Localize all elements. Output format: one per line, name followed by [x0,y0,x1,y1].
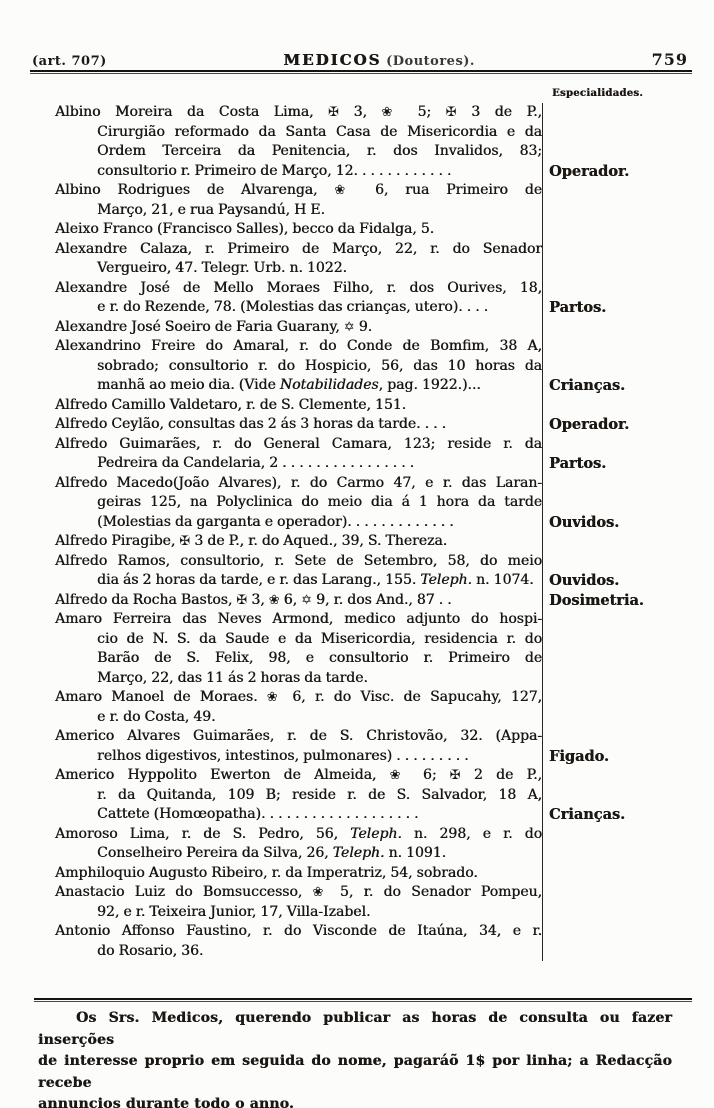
star-order-icon: ✡ [301,592,312,608]
rose-order-icon: ❀ [334,183,359,198]
entry-line: sobrado; consultorio r. do Hospicio, 56, das 10 horas da [97,357,542,374]
specialty-cell [542,591,690,611]
specialty-cell [542,220,690,240]
entry-text [55,883,542,922]
specialty-cell [542,610,690,688]
rose-order-icon: ❀ [268,592,280,608]
entry-text [55,474,542,533]
entry-line: Alfredo Ramos, consultorio, r. Sete de Setembro, 58, do meio [55,552,542,569]
entry-text [55,591,542,611]
directory-entry [55,396,690,416]
footer-note-line: de interesse proprio em seguida do nome, pagaráõ 1$ por linha; a Redacção recebe [38,1053,672,1091]
specialty-cell [542,279,690,318]
specialty-cell [542,552,690,591]
entry-line: Ordem Terceira da Penitencia, r. dos Invalidos, 83; [97,143,542,159]
specialty-cell [542,337,690,396]
specialty-cell [542,688,690,727]
specialty-cell [542,103,690,181]
entry-line: Alfredo Ceylão, consultas das 2 ás 3 horas da tarde. . . . [55,416,447,432]
directory-entry [55,279,690,318]
star-order-icon: ✡ [343,319,355,335]
directory-entry [55,883,690,922]
entry-line: Amphiloquio Augusto Ribeiro, r. da Imperatriz, 54, sobrado. [55,864,478,881]
directory-entry [55,220,690,240]
directory-entry [55,415,690,435]
entry-line: Alexandre José de Mello Moraes Filho, r. dos Ourives, 18, [55,279,542,296]
rose-order-icon: ❀ [312,885,330,900]
entry-line: Março, 22, das 11 ás 2 horas da tarde. [97,669,368,686]
entry-text [55,825,542,864]
directory-entry [55,766,690,825]
entry-line: cio de N. S. da Saude e da Misericordia, residencia r. do [97,630,542,647]
entry-line: Anastacio Luiz do Bomsuccesso, ❀ 5, r. do Senador Pompeu, [55,884,542,900]
entry-line: e r. do Costa, 49. [97,708,216,725]
cross-order-icon: ✠ [236,592,248,608]
entry-line: Alfredo Piragibe, ✠ 3 de P., r. do Aqued., 39, S. Thereza. [55,533,448,549]
page-title-sub: (Doutores). [386,54,475,69]
specialty-cell [542,532,690,552]
entry-line: Antonio Affonso Faustino, r. do Visconde de Itaúna, 34, e r. [55,923,542,939]
directory-entry [55,922,690,961]
entry-line: do Rosario, 36. [97,942,204,959]
rose-order-icon: ❀ [266,690,283,705]
entry-line: Americo Hyppolito Ewerton de Almeida, ❀ 6; ✠ 2 de P., [55,767,542,783]
entry-text [55,435,542,474]
specialty-cell [542,396,690,416]
entry-text [55,103,542,181]
directory-entry [55,688,690,727]
entry-line: Amaro Ferreira das Neves Armond, medico adjunto do hospi- [55,611,542,627]
cross-order-icon: ✠ [179,534,191,549]
footer-rule [34,998,692,1002]
specialty-label: Dosimetria. [549,591,644,609]
directory-entry [55,435,690,474]
entry-line: Alfredo Guimarães, r. do General Camara, 123; reside r. da [55,435,542,452]
specialty-cell [542,181,690,220]
entry-text [55,318,542,338]
directory-list [55,103,690,961]
rose-order-icon: ❀ [389,768,410,783]
entry-line: r. da Quitanda, 109 B; reside r. de S. Salvador, 18 A, [97,786,542,803]
entry-line: Alfredo Camillo Valdetaro, r. de S. Clemente, 151. [55,396,407,413]
specialty-label: Crianças. [549,806,626,823]
directory-entry [55,240,690,279]
entry-text [55,688,542,727]
page-title-main: MEDICOS [283,51,382,69]
specialty-cell [542,240,690,279]
footer-note-line: annuncios durante todo o anno. [38,1096,294,1108]
specialty-label: Partos. [549,299,607,316]
entry-text [55,864,542,884]
entry-line: Barão de S. Felix, 98, e consultorio r. Primeiro de [97,650,542,666]
directory-entry [55,864,690,884]
directory-entry [55,610,690,688]
entry-text [55,766,542,825]
page-title [283,51,475,69]
entry-line: dia ás 2 horas da tarde, e r. das Larang., 155. Teleph. n. 1074. [97,572,534,588]
entry-line: Albino Rodrigues de Alvarenga, ❀ 6, rua Primeiro de [55,182,542,198]
article-ref: (art. 707) [32,54,107,69]
specialty-cell [542,727,690,766]
entry-line: Americo Alvares Guimarães, r. de S. Christovão, 32. (Appa- [55,728,542,744]
specialty-label: Ouvidos. [549,513,620,531]
specialty-label: Operador. [549,416,630,433]
directory-entry [55,532,690,552]
directory-entry [55,337,690,396]
entry-line: Amaro Manoel de Moraes. ❀ 6, r. do Visc. de Sapucahy, 127, [55,689,543,705]
directory-entry [55,825,690,864]
entry-line: Amoroso Lima, r. de S. Pedro, 56, Teleph. n. 298, e r. do [55,825,542,842]
entry-line: 92, e r. Teixeira Junior, 17, Villa-Izabel. [97,903,371,920]
specialty-cell [542,415,690,435]
footer-note-line: Os Srs. Medicos, querendo publicar as horas de consulta ou fazer inserções [38,1010,672,1048]
entry-line: Alexandre Calaza, r. Primeiro de Março, 22, r. do Senador [55,240,542,257]
entry-line: (Molestias da garganta e operador). . . . . . . . . . . . . [97,513,454,530]
cross-order-icon: ✠ [445,105,457,120]
entry-text [55,181,542,220]
specialty-label: Partos. [549,455,607,472]
entry-line: manhã ao meio dia. (Vide Notabilidades, pag. 1922.)... [97,377,481,393]
entry-line: Pedreira da Candelaria, 2 . . . . . . . . . . . . . . . . [97,455,415,471]
entry-line: Aleixo Franco (Francisco Salles), becco da Fidalga, 5. [55,221,435,237]
directory-entry [55,474,690,533]
rose-order-icon: ❀ [381,105,403,120]
specialties-column-header: Especialidades. [552,88,644,99]
specialty-cell [542,318,690,338]
entry-line: Conselheiro Pereira da Silva, 26, Teleph. n. 1091. [97,845,447,861]
directory-entry [55,591,690,611]
directory-entry [55,318,690,338]
entry-line: Vergueiro, 47. Telegr. Urb. n. 1022. [97,260,347,276]
directory-entry [55,552,690,591]
entry-line: Alfredo da Rocha Bastos, ✠ 3, ❀ 6, ✡ 9, r. dos And., 87 . . [55,591,452,608]
entry-text [55,727,542,766]
footer-note [38,1008,672,1108]
page-number: 759 [651,50,688,69]
entry-text [55,610,542,688]
entry-text [55,415,542,435]
specialty-cell [542,825,690,864]
entry-text [55,279,542,318]
entry-line: geiras 125, na Polyclinica do meio dia á 1 hora da tarde [97,494,542,510]
running-head [32,50,688,69]
specialty-label: Figado. [549,747,609,765]
specialty-cell [542,883,690,922]
entry-line: Cattete (Homœopatha). . . . . . . . . . . . . . . . . . . [97,806,419,822]
entry-line: e r. do Rezende, 78. (Molestias das crianças, utero). . . . [97,299,489,315]
entry-line: Março, 21, e rua Paysandú, H E. [97,201,325,218]
entry-text [55,240,542,279]
entry-line: Alexandre José Soeiro de Faria Guarany, ✡ 9. [55,318,373,335]
entry-text [55,552,542,591]
entry-text [55,922,542,961]
entry-line: Alexandrino Freire do Amaral, r. do Conde de Bomfim, 38 A, [55,338,542,354]
entry-text [55,396,542,416]
specialty-cell [542,922,690,961]
specialty-label: Crianças. [549,377,626,394]
entry-line: relhos digestivos, intestinos, pulmonares) . . . . . . . . . [97,747,469,764]
specialty-cell [542,864,690,884]
directory-entry [55,103,690,181]
header-rule [30,70,692,74]
entry-text [55,220,542,240]
entry-line: Albino Moreira da Costa Lima, ✠ 3, ❀ 5; ✠ 3 de P., [55,104,542,120]
entry-line: Cirurgião reformado da Santa Casa de Misericordia e da [97,123,542,140]
specialty-cell [542,474,690,533]
specialty-cell [542,435,690,474]
cross-order-icon: ✠ [328,105,339,120]
directory-entry [55,181,690,220]
specialty-label: Operador. [549,162,630,180]
specialty-label: Ouvidos. [549,572,620,589]
entry-text [55,532,542,552]
specialty-cell [542,766,690,825]
entry-line: Alfredo Macedo(João Alvares), r. do Carmo 47, e r. das Laran- [55,474,542,491]
cross-order-icon: ✠ [449,768,461,783]
entry-line: consultorio r. Primeiro de Março, 12. . . . . . . . . . . . [97,162,452,179]
entry-text [55,337,542,396]
directory-entry [55,727,690,766]
